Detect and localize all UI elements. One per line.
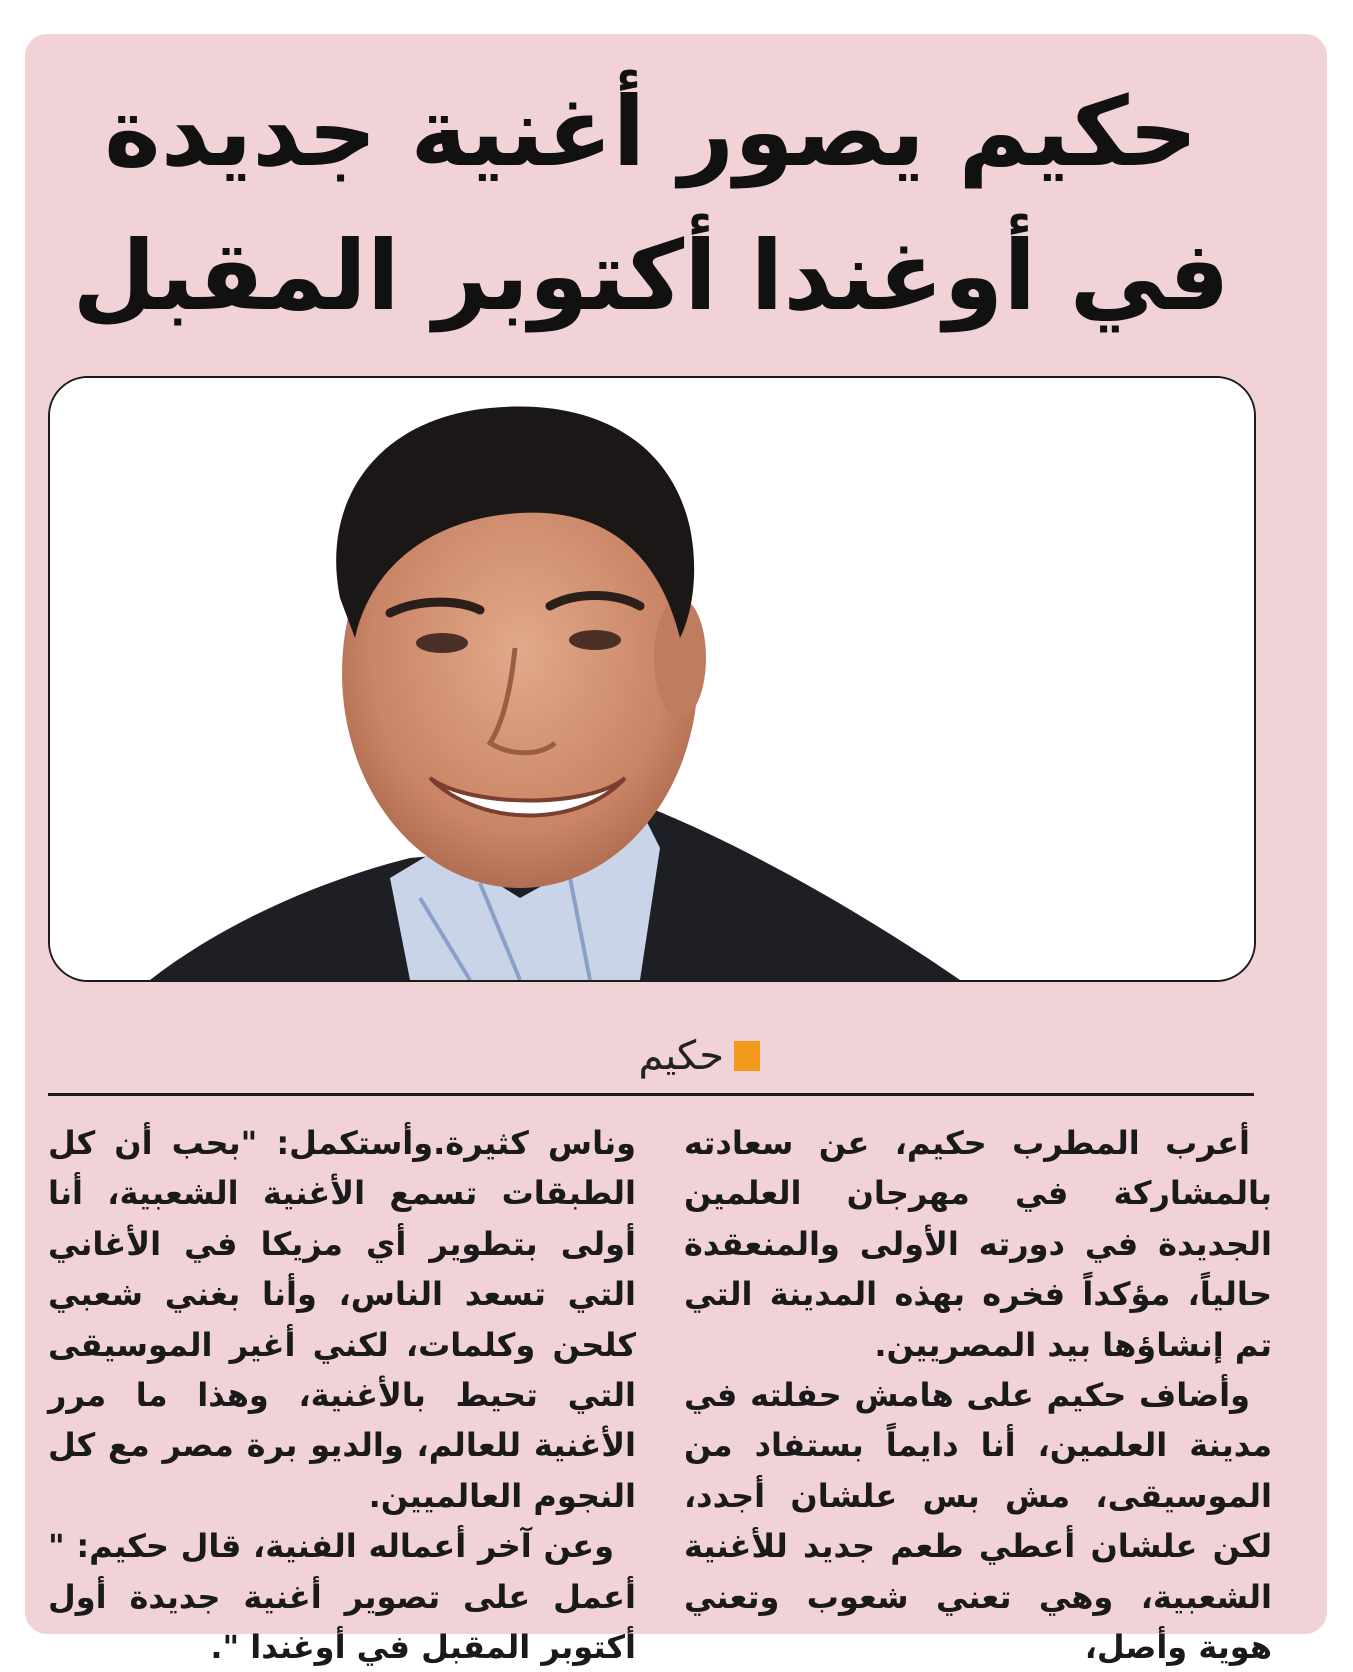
headline [40,60,1262,348]
paragraph: وأضاف حكيم على هامش حفلته في مدينة العلمين، أنا دايماً بستفاد من الموسيقى، مش بس علشان أجدد، لكن علشان أعطي طعم جديد للأغنية الشعبية، وهي تعني شعوب وتعني هوية وأصل، [684,1376,1272,1667]
section-divider [48,1093,1254,1096]
paragraph: وعن آخر أعماله الفنية، قال حكيم: " أعمل على تصوير أغنية جديدة أول أكتوبر المقبل في أوغندا ". [48,1527,636,1667]
paragraph: أعرب المطرب حكيم، عن سعادته بالمشاركة في مهرجان العلمين الجديدة في دورته الأولى والمنعقدة حالياً، مؤكداً فخره بهذه المدينة التي تم إنشاؤها بيد المصريين. [684,1124,1272,1364]
portrait-illustration [50,378,1254,980]
right-column [684,1118,1272,1672]
headline-line-1: حكيم يصور أغنية جديدة [104,76,1198,188]
article-photo [48,376,1256,982]
photo-caption [560,1030,760,1082]
left-column [48,1118,636,1672]
caption-text: حكيم [638,1033,724,1079]
paragraph: وناس كثيرة.وأستكمل: "بحب أن كل الطبقات تسمع الأغنية الشعبية، أنا أولى بتطوير أي مزيكا في الأغاني التي تسعد الناس، وأنا بغني شعبي كلحن وكلمات، لكني أغير الموسيقى التي تحيط بالأغنية، وهذا ما مرر الأغنية للعالم، والديو برة مصر مع كل النجوم العالميين. [48,1124,636,1515]
caption-marker-icon [734,1041,760,1071]
headline-line-2: في أوغندا أكتوبر المقبل [72,220,1230,332]
